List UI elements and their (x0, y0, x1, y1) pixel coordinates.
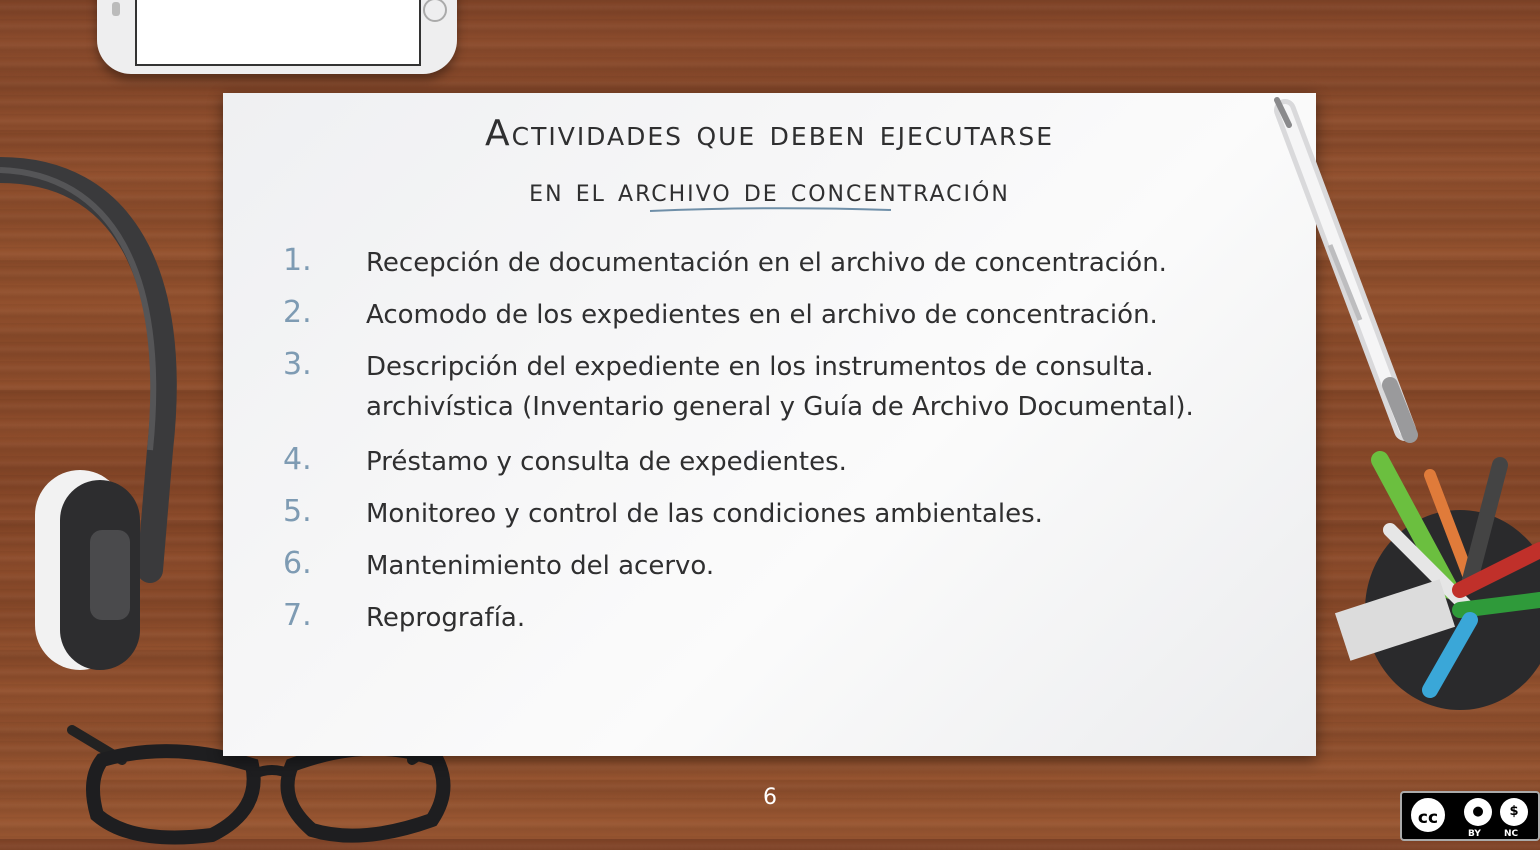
title-underline (648, 205, 893, 215)
list-item-text: Acomodo de los expedientes en el archivo de concentración. (366, 300, 1158, 330)
list-item (283, 243, 1293, 295)
cc-icon: cc (1408, 795, 1448, 835)
list-item-number: 2. (283, 295, 312, 330)
slide-title-line1: Actividades que deben ejecutarse (484, 113, 1054, 154)
list-item-text: Recepción de documentación en el archivo de concentración. (366, 248, 1167, 278)
list-item (283, 598, 1293, 650)
license-nc-label: NC (1504, 829, 1519, 839)
list-item-number: 1. (283, 243, 312, 278)
cc-license-badge (1400, 791, 1540, 841)
list-item (283, 347, 1293, 442)
activities-list (283, 243, 1293, 650)
list-item (283, 546, 1293, 598)
list-item-number: 6. (283, 546, 312, 581)
phone-button (112, 2, 120, 16)
noncommercial-icon: $ (1500, 798, 1528, 826)
list-item-number: 4. (283, 442, 312, 477)
list-item-number: 7. (283, 598, 312, 633)
headphones-decoration (0, 150, 180, 690)
list-item-text: Préstamo y consulta de expedientes. (366, 447, 847, 477)
pencil-decoration (1255, 95, 1455, 455)
attribution-icon: ● (1464, 798, 1492, 826)
list-item-number: 3. (283, 347, 312, 382)
list-item (283, 494, 1293, 546)
paper-sheet (223, 93, 1316, 756)
phone-camera (423, 0, 447, 22)
list-item-text: Reprografía. (366, 603, 526, 633)
phone-screen (135, 0, 421, 66)
pencil-cup-decoration (1330, 440, 1540, 730)
list-item (283, 295, 1293, 347)
page-number: 6 (763, 785, 777, 810)
list-item-text: Descripción del expediente en los instrumentos de consulta. archivística (Inventario general y Guía de Archivo Documental). (366, 352, 1194, 422)
license-by-label: BY (1468, 829, 1481, 839)
smartphone-decoration (97, 0, 457, 74)
list-item-number: 5. (283, 494, 312, 529)
slide-title-line2: en el archivo de concentración (529, 171, 1010, 209)
list-item (283, 442, 1293, 494)
list-item-text: Monitoreo y control de las condiciones ambientales. (366, 499, 1043, 529)
list-item-text: Mantenimiento del acervo. (366, 551, 715, 581)
